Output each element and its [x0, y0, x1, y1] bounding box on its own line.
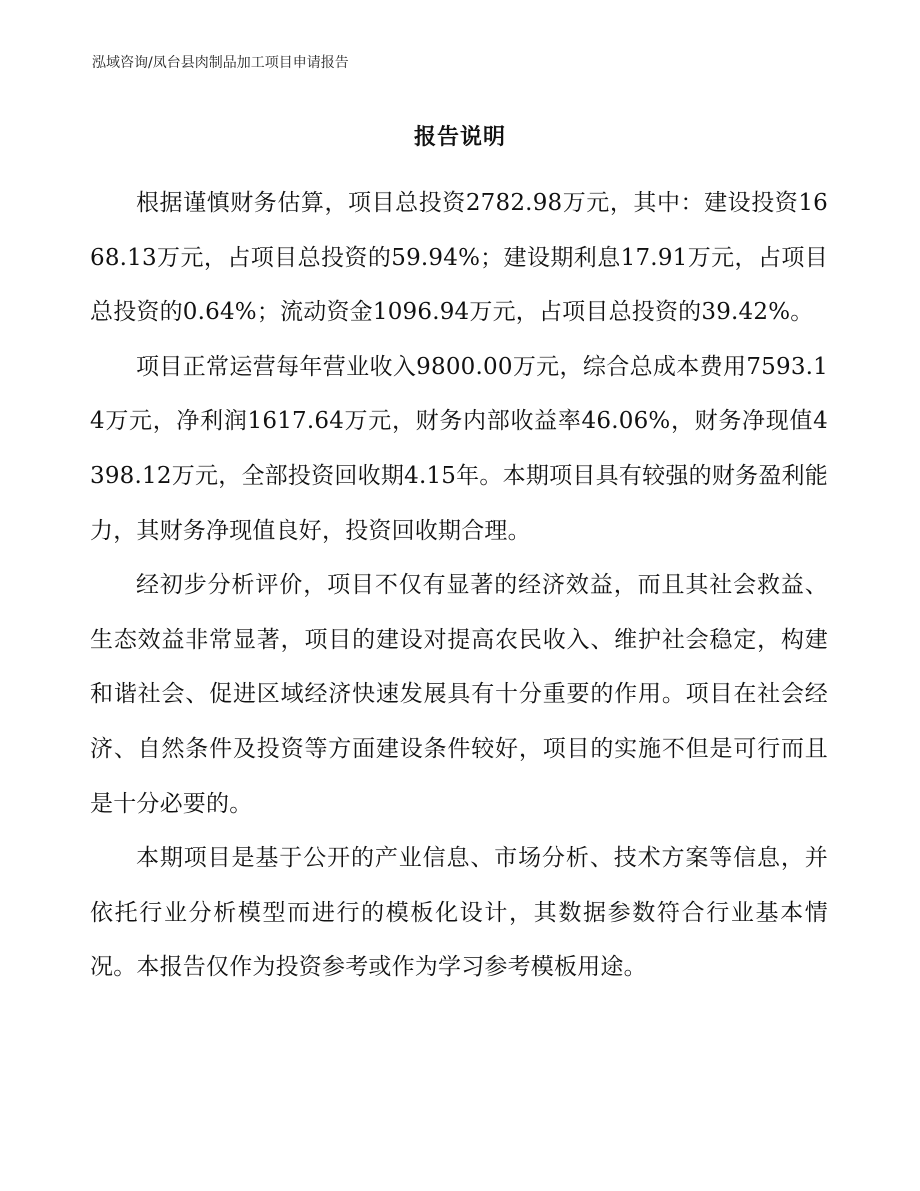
- paragraph-investment: 根据谨慎财务估算，项目总投资2782.98万元，其中：建设投资1668.13万元，占项目总投资的59.94%；建设期利息17.91万元，占项目总投资的0.64%；流动资金1096.94万元，占项目总投资的39.42%。: [90, 190, 828, 326]
- paragraph-revenue: 项目正常运营每年营业收入9800.00万元，综合总成本费用7593.14万元，净利润1617.64万元，财务内部收益率46.06%，财务净现值4398.12万元，全部投资回收期4.15年。本期项目具有较强的财务盈利能力，其财务净现值良好，投资回收期合理。: [90, 353, 828, 544]
- paragraph-evaluation: 经初步分析评价，项目不仅有显著的经济效益，而且其社会救益、生态效益非常显著，项目的建设对提高农民收入、维护社会稳定，构建和谐社会、促进区域经济快速发展具有十分重要的作用。项目在社会经济、自然条件及投资等方面建设条件较好，项目的实施不但是可行而且是十分必要的。: [90, 572, 828, 817]
- running-header: 泓域咨询/凤台县肉制品加工项目申请报告: [92, 55, 349, 71]
- paragraph-disclaimer: 本期项目是基于公开的产业信息、市场分析、技术方案等信息，并依托行业分析模型而进行的模板化设计，其数据参数符合行业基本情况。本报告仅作为投资参考或作为学习参考模板用途。: [90, 845, 828, 981]
- header-divider: [80, 78, 840, 79]
- report-body: [90, 176, 828, 995]
- page-title: 报告说明: [413, 125, 506, 150]
